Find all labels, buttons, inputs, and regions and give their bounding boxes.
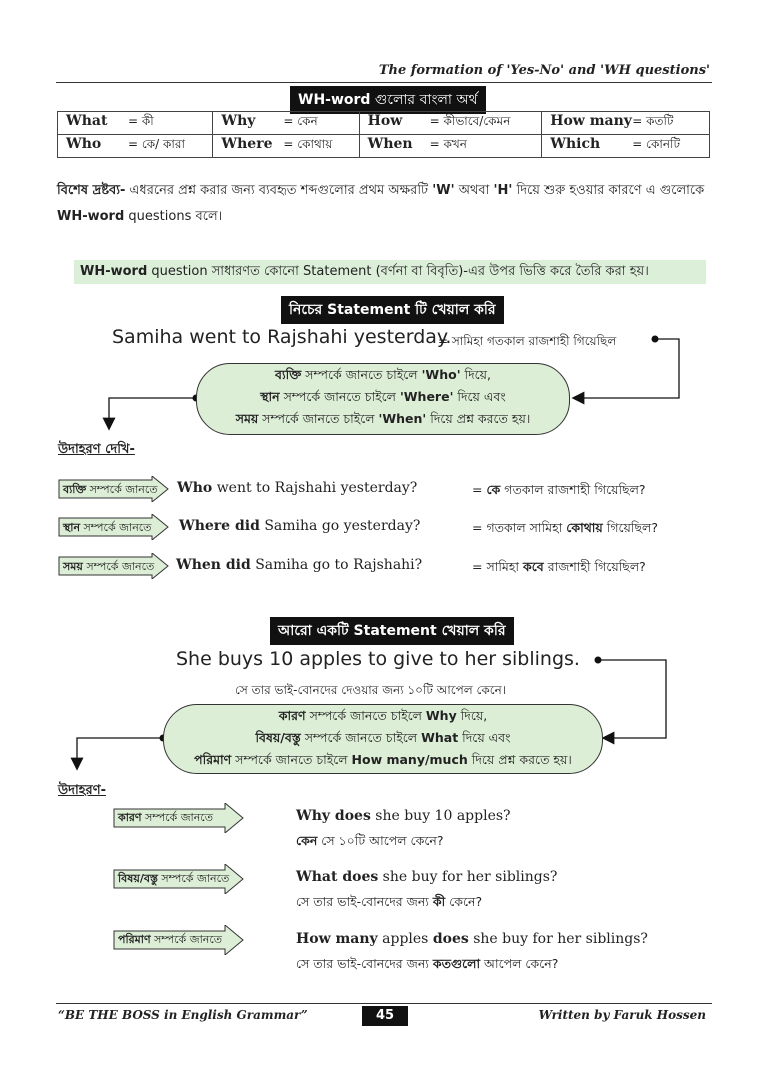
bn-bold: কে xyxy=(486,482,501,497)
pill-bold: পরিমাণ xyxy=(194,752,232,767)
strip-bold: WH-word xyxy=(80,264,148,279)
examples-label-1 xyxy=(58,440,135,461)
question-rest: she buy for her siblings? xyxy=(468,931,648,947)
question-rest: she buy for her siblings? xyxy=(378,869,558,885)
example-bangla xyxy=(296,894,482,914)
bn-pre: = সামিহা xyxy=(472,559,524,574)
rule-pill-2 xyxy=(163,704,603,774)
footer-author: Written by Faruk Hossen xyxy=(538,1008,706,1022)
question-bold: Where did xyxy=(179,518,260,534)
examples-label-2 xyxy=(58,781,106,802)
pill-text: দিয়ে এবং xyxy=(458,730,511,745)
tag-rest: সম্পর্কে জানতে xyxy=(82,560,155,573)
wh-meaning: = কেন xyxy=(283,114,318,128)
pill-bold: কারণ xyxy=(278,708,306,723)
question-bold: Who xyxy=(177,480,213,496)
tag-rest: সম্পর্কে জানতে xyxy=(86,483,158,496)
wh-word: What xyxy=(66,113,108,129)
tag-label xyxy=(118,931,222,950)
bn-pre: = গতকাল সামিহা xyxy=(472,520,567,535)
statement-bangla: = সামিহা গতকাল রাজশাহী গিয়েছিল xyxy=(438,334,617,348)
tag-bold: কারণ xyxy=(118,811,142,824)
note-text: দিয়ে শুরু হওয়ার কারণে এ গুলোকে xyxy=(512,183,705,198)
bn-pre: সে তার ভাই-বোনদের জন্য xyxy=(296,894,433,909)
pill-line xyxy=(164,727,602,749)
note-whword: WH-word xyxy=(57,209,125,224)
pill-text: দিয়ে, xyxy=(456,708,488,723)
pill-bold: স্থান xyxy=(260,389,280,404)
wh-word: Where xyxy=(221,136,273,152)
note-text: অথবা xyxy=(454,183,494,198)
tag-label xyxy=(118,870,229,889)
example-question xyxy=(176,557,422,573)
question-rest: Samiha go to Rajshahi? xyxy=(250,557,423,573)
question-rest: she buy 10 apples? xyxy=(370,808,511,824)
bn-rest: আপেল কেনে? xyxy=(480,956,559,971)
section1-banner: নিচের Statement টি খেয়াল করি xyxy=(281,296,504,324)
bn-pre: = xyxy=(472,482,487,497)
pill-line xyxy=(197,408,569,430)
tag-rest: সম্পর্কে জানতে xyxy=(80,521,152,534)
pill-bold: সময় xyxy=(235,411,259,426)
banner-bold: WH-word xyxy=(298,92,371,108)
wh-word: Why xyxy=(221,113,256,129)
examples-label-text: উদাহরণ দেখি- xyxy=(58,442,135,457)
example-bangla xyxy=(296,833,443,853)
footer-book-title: “BE THE BOSS in English Grammar” xyxy=(58,1008,308,1022)
bn-rest: সে ১০টি আপেল কেনে? xyxy=(317,833,444,848)
example-bangla xyxy=(296,956,558,976)
bn-rest: কেনে? xyxy=(445,894,483,909)
footer-rule xyxy=(56,1003,712,1004)
example-bangla xyxy=(472,482,646,502)
pill-line xyxy=(197,386,569,408)
pill-line xyxy=(164,749,602,771)
example-bangla xyxy=(472,520,658,540)
question-rest: went to Rajshahi yesterday? xyxy=(212,480,418,496)
page-header-title: The formation of 'Yes-No' and 'WH questions' xyxy=(378,63,710,78)
pill-text: দিয়ে, xyxy=(460,367,492,382)
example-question xyxy=(296,869,557,885)
wh-word: How xyxy=(367,113,403,129)
pill-q: How many/much xyxy=(351,752,468,767)
pill-text: দিয়ে প্রশ্ন করতে হয়। xyxy=(467,752,572,767)
example-question xyxy=(296,808,511,824)
tag-bold: ব্যক্তি xyxy=(63,483,87,496)
bn-rest: গতকাল রাজশাহী গিয়েছিল? xyxy=(500,482,646,497)
wh-word: Who xyxy=(66,136,102,152)
wh-meaning: = কোথায় xyxy=(283,137,333,151)
question-rest: apples xyxy=(377,931,433,947)
wh-meaning: = কতটি xyxy=(632,114,674,128)
tag-bold: স্থান xyxy=(63,521,81,534)
pill-bold: ব্যক্তি xyxy=(274,367,302,382)
pill-q: What xyxy=(421,730,459,745)
bn-bold: কোথায় xyxy=(566,520,603,535)
pill-line xyxy=(197,364,569,386)
banner-rest: গুলোর বাংলা অর্থ xyxy=(370,92,478,108)
pill-q: 'Where' xyxy=(399,389,454,404)
statement-bangla-2: সে তার ভাই-বোনদের দেওয়ার জন্য ১০টি আপেল কেনে। xyxy=(235,683,507,697)
question-bold: does xyxy=(432,931,469,947)
pill-q: 'Who' xyxy=(421,367,461,382)
pill-q: Why xyxy=(425,708,457,723)
pill-text: সম্পর্কে জানতে চাইলে xyxy=(305,708,426,723)
note-h: 'H' xyxy=(493,183,513,198)
statement-sentence: Samiha went to Rajshahi yesterday. xyxy=(112,326,452,348)
note-text: questions বলে। xyxy=(124,209,223,224)
question-bold: When did xyxy=(176,557,251,573)
wh-meaning: = কে/ কারা xyxy=(128,137,185,151)
example-bangla xyxy=(472,559,646,579)
note-w: 'W' xyxy=(432,183,455,198)
pill-text: দিয়ে এবং xyxy=(453,389,506,404)
pill-text: সম্পর্কে জানতে চাইলে xyxy=(258,411,379,426)
bn-pre: সে তার ভাই-বোনদের জন্য xyxy=(296,956,433,971)
wh-meaning: = কী xyxy=(128,114,154,128)
pill-text: সম্পর্কে জানতে চাইলে xyxy=(231,752,352,767)
pill-line xyxy=(164,705,602,727)
tag-rest: সম্পর্কে জানতে xyxy=(150,933,223,946)
pill-text: দিয়ে প্রশ্ন করতে হয়। xyxy=(426,411,531,426)
bn-bold: কী xyxy=(432,894,446,909)
examples-label-text: উদাহরণ- xyxy=(58,783,106,798)
bn-bold: কেন xyxy=(296,833,318,848)
wh-word: Which xyxy=(550,136,601,152)
note-label: বিশেষ দ্রষ্টব্য- xyxy=(57,183,126,198)
pill-text: সম্পর্কে জানতে চাইলে xyxy=(300,730,422,745)
question-bold: What does xyxy=(296,869,379,885)
statement-sentence-2: She buys 10 apples to give to her siblings. xyxy=(176,648,580,670)
page-number: 45 xyxy=(362,1006,408,1026)
tag-rest: সম্পর্কে জানতে xyxy=(157,872,230,885)
section2-banner: আরো একটি Statement খেয়াল করি xyxy=(270,617,514,645)
bn-rest: রাজশাহী গিয়েছিল? xyxy=(543,559,646,574)
tag-bold: সময় xyxy=(63,560,83,573)
pill-text: সম্পর্কে জানতে চাইলে xyxy=(301,367,422,382)
tag-bold: বিষয়/বস্তু xyxy=(118,872,158,885)
bn-bold: কবে xyxy=(523,559,544,574)
pill-q: 'When' xyxy=(378,411,427,426)
pill-text: সম্পর্কে জানতে চাইলে xyxy=(279,389,400,404)
example-question xyxy=(177,480,417,496)
question-bold: How many xyxy=(296,931,378,947)
wh-word: How many xyxy=(550,113,632,129)
tag-rest: সম্পর্কে জানতে xyxy=(141,811,213,824)
wh-meaning: = কীভাবে/কেমন xyxy=(429,114,511,128)
example-question xyxy=(296,931,648,947)
question-bold: Why does xyxy=(296,808,371,824)
tag-label xyxy=(118,809,213,828)
example-question xyxy=(179,518,420,534)
pill-bold: বিষয়/বস্তু xyxy=(255,730,301,745)
strip-rest: question সাধারণত কোনো Statement (বর্ণনা বা বিবৃতি)-এর উপর ভিত্তি করে তৈরি করা হয়। xyxy=(147,264,649,279)
tag-label xyxy=(63,558,154,577)
wh-word: When xyxy=(367,136,413,152)
tag-bold: পরিমাণ xyxy=(118,933,151,946)
question-rest: Samiha go yesterday? xyxy=(259,518,421,534)
tag-label xyxy=(63,481,158,500)
tag-label xyxy=(63,519,151,538)
bn-bold: কতগুলো xyxy=(432,956,481,971)
bn-rest: গিয়েছিল? xyxy=(602,520,659,535)
rule-pill-1 xyxy=(196,363,570,435)
wh-meaning: = কোনটি xyxy=(632,137,680,151)
note-text: এধরনের প্রশ্ন করার জন্য ব্যবহৃত শব্দগুলোর প্রথম অক্ষরটি xyxy=(125,183,433,198)
wh-meaning: = কখন xyxy=(429,137,467,151)
